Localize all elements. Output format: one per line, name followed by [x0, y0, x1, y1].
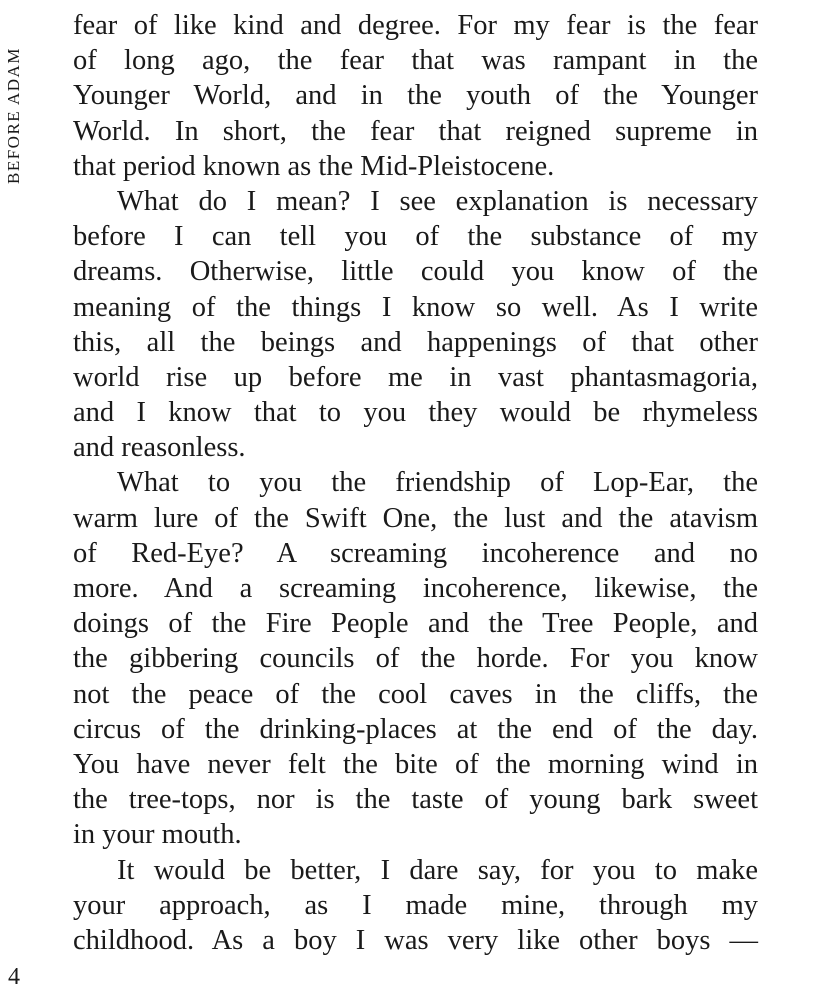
text-line: and I know that to you they would be rhymeless [73, 397, 758, 429]
text-line: What do I mean? I see explanation is necessary [117, 185, 758, 217]
text-line: fear of like kind and degree. For my fear is the fear [73, 10, 758, 41]
text-line: the tree-tops, nor is the taste of young bark sweet [73, 784, 758, 816]
text-line: doings of the Fire People and the Tree People, and [73, 608, 758, 640]
text-line: circus of the drinking-places at the end of the day. [73, 713, 758, 745]
text-line: meaning of the things I know so well. As I write [73, 291, 758, 323]
text-line: in your mouth. [73, 819, 242, 851]
page-number: 4 [8, 964, 20, 990]
text-line: of Red-Eye? A screaming incoherence and no [73, 537, 758, 569]
text-line: of long ago, the fear that was rampant in the [73, 45, 758, 77]
text-line: dreams. Otherwise, little could you know of the [73, 256, 758, 288]
text-line: not the peace of the cool caves in the cliffs, the [73, 678, 758, 710]
running-head [4, 24, 24, 184]
text-line: childhood. As a boy I was very like other boys — [73, 924, 758, 956]
text-line: It would be better, I dare say, for you to make [117, 854, 758, 886]
text-line: and reasonless. [73, 432, 246, 464]
text-line: What to you the friendship of Lop-Ear, the [117, 467, 758, 499]
text-line: before I can tell you of the substance of my [73, 221, 758, 253]
text-line: World. In short, the fear that reigned supreme in [73, 115, 758, 147]
text-line: this, all the beings and happenings of that other [73, 326, 758, 358]
text-line: Younger World, and in the youth of the Younger [73, 80, 758, 112]
running-head-title: BEFORE ADAM [4, 47, 23, 184]
body-text [73, 8, 758, 958]
text-line: warm lure of the Swift One, the lust and the atavism [73, 502, 758, 534]
text-line: more. And a screaming incoherence, likewise, the [73, 573, 758, 604]
text-line: You have never felt the bite of the morning wind in [73, 748, 758, 780]
text-line: your approach, as I made mine, through my [73, 889, 758, 921]
text-line: that period known as the Mid-Pleistocene. [73, 150, 555, 182]
text-line: the gibbering councils of the horde. For you know [73, 643, 758, 675]
text-line: world rise up before me in vast phantasmagoria, [73, 361, 758, 393]
